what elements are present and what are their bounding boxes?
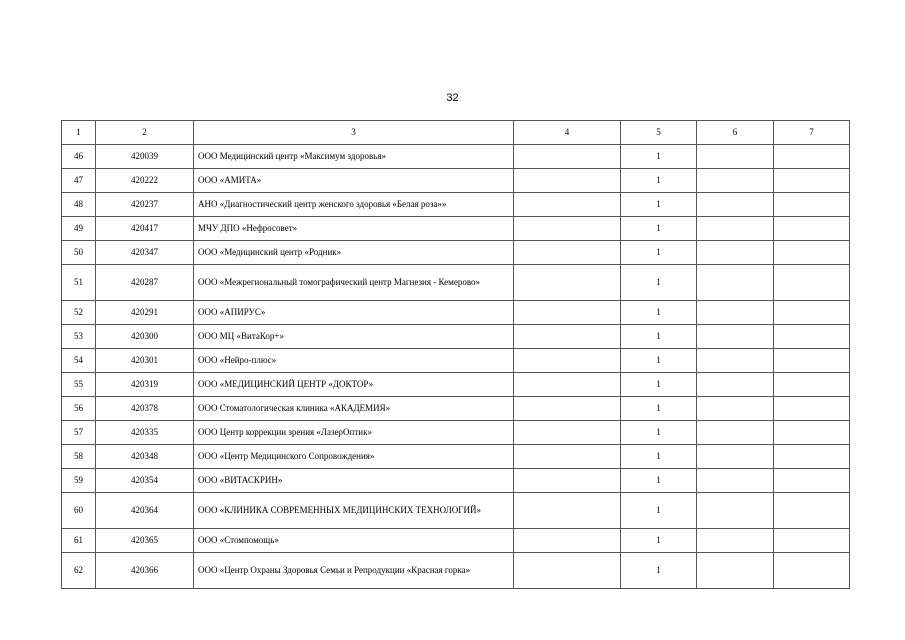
column-4-cell: [514, 217, 621, 241]
column-6-cell: [697, 397, 774, 421]
column-7-cell: [774, 493, 850, 529]
code-cell: 420300: [96, 325, 194, 349]
row-number-cell: 56: [62, 397, 96, 421]
header-cell-7: 7: [774, 121, 850, 145]
column-4-cell: [514, 265, 621, 301]
table-row: [62, 301, 850, 325]
column-6-cell: [697, 145, 774, 169]
column-6-cell: [697, 193, 774, 217]
row-number-cell: 58: [62, 445, 96, 469]
column-4-cell: [514, 529, 621, 553]
row-number-cell: 60: [62, 493, 96, 529]
column-5-cell: 1: [621, 445, 697, 469]
column-7-cell: [774, 241, 850, 265]
column-7-cell: [774, 421, 850, 445]
organization-name-cell: ООО «Стомпомощь»: [194, 529, 514, 553]
column-6-cell: [697, 529, 774, 553]
column-7-cell: [774, 445, 850, 469]
code-cell: 420222: [96, 169, 194, 193]
organization-name-cell: МЧУ ДПО «Нефросовет»: [194, 217, 514, 241]
column-6-cell: [697, 493, 774, 529]
column-5-cell: 1: [621, 265, 697, 301]
header-cell-4: 4: [514, 121, 621, 145]
column-6-cell: [697, 373, 774, 397]
organization-name-cell: ООО «Центр Медицинского Сопровождения»: [194, 445, 514, 469]
table-row: [62, 493, 850, 529]
column-6-cell: [697, 445, 774, 469]
column-7-cell: [774, 169, 850, 193]
table-row: [62, 529, 850, 553]
code-cell: 420039: [96, 145, 194, 169]
column-7-cell: [774, 325, 850, 349]
table-row: [62, 265, 850, 301]
row-number-cell: 47: [62, 169, 96, 193]
header-cell-6: 6: [697, 121, 774, 145]
table-row: [62, 325, 850, 349]
table-row: [62, 349, 850, 373]
row-number-cell: 59: [62, 469, 96, 493]
column-7-cell: [774, 193, 850, 217]
column-7-cell: [774, 301, 850, 325]
column-6-cell: [697, 217, 774, 241]
column-6-cell: [697, 301, 774, 325]
column-7-cell: [774, 469, 850, 493]
organization-name-cell: ООО «Медицинский центр «Родник»: [194, 241, 514, 265]
column-5-cell: 1: [621, 493, 697, 529]
column-5-cell: 1: [621, 145, 697, 169]
organization-name-cell: ООО МЦ «ВитаКор+»: [194, 325, 514, 349]
table-row: [62, 397, 850, 421]
table-row: [62, 145, 850, 169]
column-6-cell: [697, 421, 774, 445]
column-5-cell: 1: [621, 469, 697, 493]
code-cell: 420364: [96, 493, 194, 529]
organization-name-cell: ООО «Центр Охраны Здоровья Семьи и Репродукции «Красная горка»: [194, 553, 514, 589]
code-cell: 420237: [96, 193, 194, 217]
row-number-cell: 50: [62, 241, 96, 265]
column-4-cell: [514, 421, 621, 445]
column-7-cell: [774, 397, 850, 421]
column-7-cell: [774, 373, 850, 397]
column-5-cell: 1: [621, 169, 697, 193]
organization-name-cell: ООО «КЛИНИКА СОВРЕМЕННЫХ МЕДИЦИНСКИХ ТЕХНОЛОГИЙ»: [194, 493, 514, 529]
column-5-cell: 1: [621, 529, 697, 553]
table-row: [62, 217, 850, 241]
column-6-cell: [697, 265, 774, 301]
document-table: [61, 120, 850, 589]
column-4-cell: [514, 397, 621, 421]
column-7-cell: [774, 265, 850, 301]
row-number-cell: 54: [62, 349, 96, 373]
column-5-cell: 1: [621, 217, 697, 241]
table-row: [62, 373, 850, 397]
code-cell: 420301: [96, 349, 194, 373]
column-6-cell: [697, 553, 774, 589]
column-4-cell: [514, 493, 621, 529]
table-row: [62, 169, 850, 193]
code-cell: 420354: [96, 469, 194, 493]
table-header-row: [62, 121, 850, 145]
code-cell: 420319: [96, 373, 194, 397]
header-cell-3: 3: [194, 121, 514, 145]
code-cell: 420335: [96, 421, 194, 445]
page-number: 32: [446, 92, 459, 104]
column-4-cell: [514, 193, 621, 217]
column-6-cell: [697, 469, 774, 493]
column-5-cell: 1: [621, 193, 697, 217]
row-number-cell: 61: [62, 529, 96, 553]
row-number-cell: 62: [62, 553, 96, 589]
organization-name-cell: ООО «МЕДИЦИНСКИЙ ЦЕНТР «ДОКТОР»: [194, 373, 514, 397]
column-5-cell: 1: [621, 301, 697, 325]
row-number-cell: 57: [62, 421, 96, 445]
code-cell: 420347: [96, 241, 194, 265]
organization-name-cell: ООО «Нейро-плюс»: [194, 349, 514, 373]
column-7-cell: [774, 553, 850, 589]
column-4-cell: [514, 469, 621, 493]
table-row: [62, 469, 850, 493]
code-cell: 420365: [96, 529, 194, 553]
column-7-cell: [774, 145, 850, 169]
table-row: [62, 445, 850, 469]
column-5-cell: 1: [621, 349, 697, 373]
organization-name-cell: ООО Центр коррекции зрения «ЛазерОптик»: [194, 421, 514, 445]
code-cell: 420378: [96, 397, 194, 421]
column-5-cell: 1: [621, 553, 697, 589]
organization-name-cell: ООО Медицинский центр «Максимум здоровья»: [194, 145, 514, 169]
row-number-cell: 51: [62, 265, 96, 301]
column-4-cell: [514, 349, 621, 373]
column-5-cell: 1: [621, 241, 697, 265]
header-cell-2: 2: [96, 121, 194, 145]
row-number-cell: 52: [62, 301, 96, 325]
column-5-cell: 1: [621, 397, 697, 421]
column-7-cell: [774, 529, 850, 553]
column-5-cell: 1: [621, 325, 697, 349]
row-number-cell: 53: [62, 325, 96, 349]
organization-name-cell: ООО «АПИРУС»: [194, 301, 514, 325]
column-7-cell: [774, 217, 850, 241]
organization-name-cell: ООО «Межрегиональный томографический центр Магнезия - Кемерово»: [194, 265, 514, 301]
organization-name-cell: ООО «ВИТАСКРИН»: [194, 469, 514, 493]
code-cell: 420366: [96, 553, 194, 589]
organization-name-cell: ООО «АМИТА»: [194, 169, 514, 193]
column-6-cell: [697, 349, 774, 373]
column-4-cell: [514, 325, 621, 349]
row-number-cell: 48: [62, 193, 96, 217]
header-cell-5: 5: [621, 121, 697, 145]
column-4-cell: [514, 145, 621, 169]
row-number-cell: 49: [62, 217, 96, 241]
column-6-cell: [697, 241, 774, 265]
column-6-cell: [697, 169, 774, 193]
column-7-cell: [774, 349, 850, 373]
row-number-cell: 46: [62, 145, 96, 169]
table-row: [62, 553, 850, 589]
column-4-cell: [514, 373, 621, 397]
column-4-cell: [514, 169, 621, 193]
header-cell-1: 1: [62, 121, 96, 145]
column-5-cell: 1: [621, 373, 697, 397]
column-5-cell: 1: [621, 421, 697, 445]
column-4-cell: [514, 553, 621, 589]
row-number-cell: 55: [62, 373, 96, 397]
column-4-cell: [514, 445, 621, 469]
table-row: [62, 193, 850, 217]
code-cell: 420287: [96, 265, 194, 301]
code-cell: 420291: [96, 301, 194, 325]
organization-name-cell: АНО «Диагностический центр женского здоровья «Белая роза»»: [194, 193, 514, 217]
organization-name-cell: ООО Стоматологическая клиника «АКАДЕМИЯ»: [194, 397, 514, 421]
code-cell: 420417: [96, 217, 194, 241]
column-6-cell: [697, 325, 774, 349]
table-row: [62, 421, 850, 445]
code-cell: 420348: [96, 445, 194, 469]
table-row: [62, 241, 850, 265]
column-4-cell: [514, 301, 621, 325]
column-4-cell: [514, 241, 621, 265]
